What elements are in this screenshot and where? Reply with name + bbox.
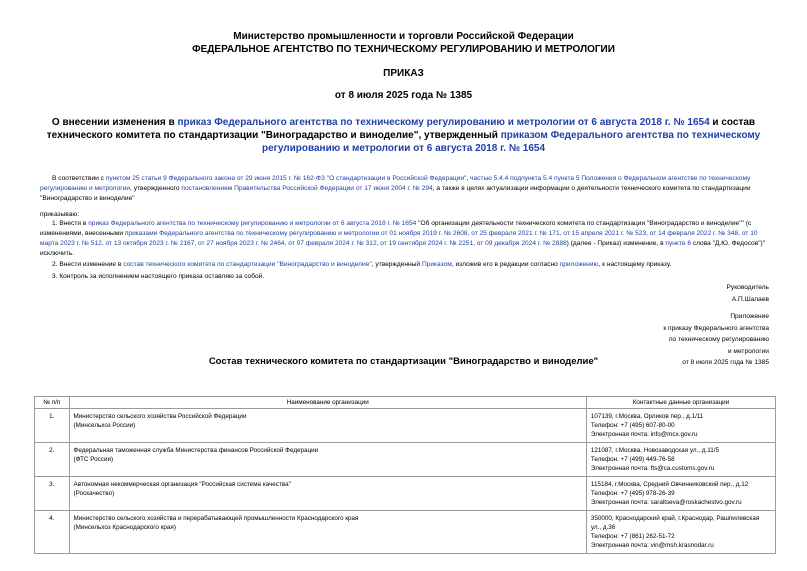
- preamble-link-decree[interactable]: постановлением Правительства Российской Федерации от 17 июня 2004 г. № 294: [181, 185, 433, 192]
- title-text-2: и состав технического комитета по стандартизации "Виноградарство и виноделие", утвержденный: [46, 117, 756, 141]
- contact-phone: Телефон: +7 (495) 978-26-39: [590, 490, 675, 497]
- contact-email: Электронная почта: fts@ca.customs.gov.ru: [590, 465, 715, 472]
- preamble-text-d: , а также в целях актуализации информации о деятельности технического комитета по стандартизации "Виноградарство и виноделие": [40, 185, 751, 202]
- row-number: 2.: [35, 443, 70, 477]
- organization-name: Федеральная таможенная служба Министерства финансов Российской Федерации: [73, 447, 319, 454]
- organization-short: (Роскачество): [73, 490, 115, 497]
- table-row: [35, 477, 776, 511]
- item1-text-a: 1. Внести в: [52, 220, 89, 227]
- item2-link-order[interactable]: Приказом: [421, 261, 452, 268]
- title-link-2[interactable]: приказом Федерального агентства по техническому регулированию и метрологии от 6 августа 2018 г. № 1654: [261, 130, 761, 154]
- organization-cell: [69, 409, 586, 443]
- organization-cell: [69, 477, 586, 511]
- contact-phone: Телефон: +7 (495) 607-80-00: [590, 422, 675, 429]
- preamble: [40, 174, 770, 204]
- appendix-line-1: Приложение: [730, 313, 769, 320]
- column-header-number: № п/п: [35, 397, 70, 409]
- order-item-3: 3. Контроль за исполнением настоящего приказа оставляю за собой.: [52, 273, 265, 280]
- appendix-line-2: к приказу Федерального агентства: [663, 324, 769, 332]
- appendix-title: Состав технического комитета по стандартизации "Виноградарство и виноделие": [208, 356, 599, 367]
- organization-short: (ФТС России): [73, 456, 114, 463]
- title-link-1[interactable]: приказ Федерального агентства по техническому регулированию и метрологии от 6 августа 2018 г. № 1654: [177, 117, 710, 128]
- item1-text-c: ) (далее - Приказ) изменение, в: [566, 240, 666, 247]
- contacts-cell: [586, 409, 775, 443]
- appendix-line-4: и метрологии: [727, 347, 769, 355]
- row-number: 3.: [35, 477, 70, 511]
- agency-name: ФЕДЕРАЛЬНОЕ АГЕНТСТВО ПО ТЕХНИЧЕСКОМУ РЕГУЛИРОВАНИЮ И МЕТРОЛОГИИ: [192, 44, 615, 55]
- order-item-2: [40, 260, 770, 270]
- contact-phone: Телефон: +7 (861) 262-51-72: [590, 533, 675, 540]
- preamble-text-a: В соответствии с: [52, 175, 106, 182]
- item2-link-composition[interactable]: состав технического комитета по стандартизации "Виноградарство и виноделие": [123, 261, 372, 268]
- preamble-link-regulation[interactable]: частью 5.4.4 подпункта 5.4 пункта 5 Положения о Федеральном агентстве по техническому регулированию и метрологии: [40, 175, 751, 192]
- preamble-text-c: , утвержденного: [130, 185, 182, 192]
- order-word: приказываю:: [40, 211, 80, 218]
- preamble-link-law[interactable]: пунктом 25 статьи 9 Федерального закона от 29 июня 2015 г. № 162-ФЗ "О стандартизации в Российской Федерации": [105, 175, 467, 182]
- item2-text-a: 2. Внести изменение в: [52, 261, 124, 268]
- column-header-contacts: Контактные данные организации: [586, 397, 775, 409]
- item1-text-b: "Об организации деятельности технического комитета по стандартизации "Виноградарство и виноделие"" (с изменениями, внесенными: [40, 220, 752, 237]
- contact-address: 350000, Краснодарский край, г.Краснодар, Рашпилевская ул., д.36: [590, 515, 760, 531]
- item1-link-amendments[interactable]: приказами Федерального агентства по техническому регулированию и метрологии от 01 ноября 2019 г. № 2608, от 25 февраля 2021 г. № 171, от 15 апреля 2021 г. № 523, от 14 февраля 2022 г. № 348, от 10 марта 2023 г. № 512, от 13 октября 2023 г. № 2167, от 27 ноября 2023 г. № 2464, от 07 февраля 2024 г. № 312, от 19 сентября 2024 г. № 2251, от 09 декабря 2024 г. № 2888: [40, 230, 758, 247]
- table-row: [35, 443, 776, 477]
- table-row: [35, 511, 776, 554]
- contact-email: Электронная почта: info@mcx.gov.ru: [590, 431, 698, 438]
- contact-email: Электронная почта: saraltseva@roskachestvo.gov.ru: [590, 499, 742, 506]
- item2-text-b: , утвержденный: [371, 261, 422, 268]
- contact-phone: Телефон: +7 (499) 449-76-58: [590, 456, 675, 463]
- organization-cell: [69, 511, 586, 554]
- item2-text-c: , изложив его в редакции согласно: [451, 261, 560, 268]
- contacts-cell: [586, 477, 775, 511]
- document-date-number: от 8 июля 2025 года № 1385: [334, 90, 473, 101]
- row-number: 1.: [35, 409, 70, 443]
- contacts-cell: [586, 443, 775, 477]
- item1-text-d: слова "Д.Ю. Федосов")" исключить.: [40, 240, 766, 257]
- column-header-organization: Наименование организации: [69, 397, 586, 409]
- contact-address: 121087, г.Москва, Новозаводская ул., д.11/5: [590, 447, 720, 454]
- row-number: 4.: [35, 511, 70, 554]
- item2-link-appendix[interactable]: приложению: [559, 261, 599, 268]
- organization-name: Министерство сельского хозяйства Российской Федерации: [73, 413, 247, 420]
- contact-address: 107139, г.Москва, Орликов пер., д.1/11: [590, 413, 704, 420]
- organization-name: Автономная некоммерческая организация "Российская система качества": [73, 481, 291, 488]
- appendix-line-5: от 8 июля 2025 года № 1385: [682, 359, 769, 366]
- contact-email: Электронная почта: vin@msh.krasnodar.ru: [590, 542, 714, 549]
- item2-text-d: , к настоящему приказу.: [598, 261, 672, 268]
- organization-short: (Минсельхоз России): [73, 422, 136, 429]
- document-title: [40, 116, 767, 155]
- appendix-line-3: по техническому регулированию: [668, 336, 769, 343]
- preamble-text-b: ,: [466, 175, 471, 182]
- organization-short: (Минсельхоз Краснодарского края): [73, 524, 176, 531]
- order-item-1: [40, 219, 770, 259]
- organizations-table: [34, 396, 776, 554]
- organization-cell: [69, 443, 586, 477]
- table-row: [35, 409, 776, 443]
- contacts-cell: [586, 511, 775, 554]
- organization-name: Министерство сельского хозяйства и перерабатывающей промышленности Краснодарского края: [73, 515, 359, 522]
- item1-link-point6[interactable]: пункте 6: [665, 240, 691, 247]
- signature-name: А.П.Шалаев: [731, 296, 769, 303]
- title-text-1: О внесении изменения в: [51, 117, 178, 128]
- document-type: ПРИКАЗ: [383, 68, 424, 79]
- signature-position: Руководитель: [726, 284, 769, 291]
- table-header-row: [35, 397, 776, 409]
- ministry-name: Министерство промышленности и торговли Российской Федерации: [233, 31, 574, 42]
- contact-address: 115184, г.Москва, Средний Овчинниковский пер., д.12: [590, 481, 749, 488]
- item1-link-order[interactable]: приказ Федерального агентства по техническому регулированию и метрологии от 6 августа 2018 г. № 1654: [88, 220, 417, 227]
